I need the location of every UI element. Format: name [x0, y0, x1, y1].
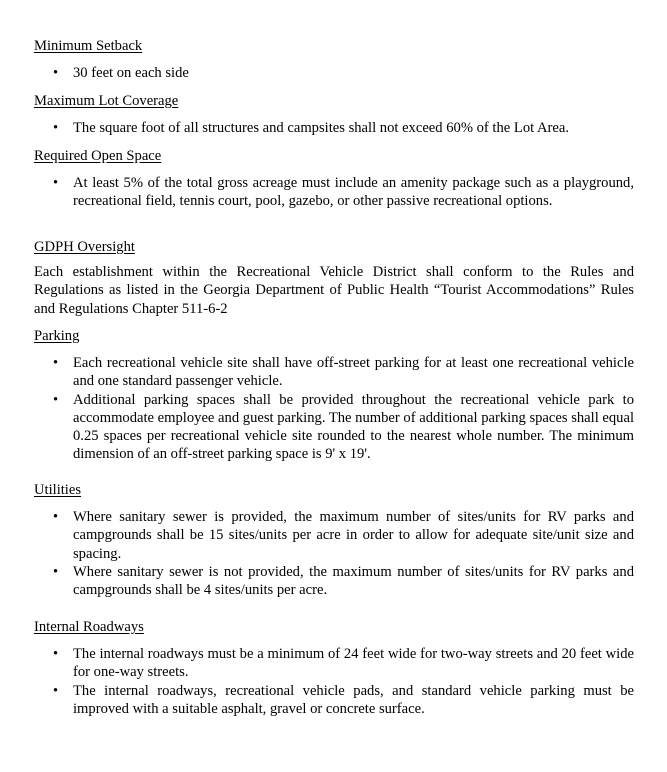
- list-item-text: 30 feet on each side: [73, 65, 189, 82]
- bullet-list: [34, 645, 634, 718]
- list-item: [34, 645, 634, 681]
- list-item: [34, 119, 634, 137]
- list-item-text: At least 5% of the total gross acreage must include an amenity package such as a playground, recreational field, tennis court, pool, gazebo, or other passive recreational options.: [73, 175, 634, 210]
- bullet-icon: •: [53, 509, 59, 526]
- bullet-list: [34, 174, 634, 210]
- list-item-text: Where sanitary sewer is provided, the maximum number of sites/units for RV parks and campgrounds shall be 15 sites/units per acre in order to allow for adequate site/unit size and spacing.: [73, 509, 634, 562]
- bullet-icon: •: [53, 682, 59, 699]
- section-heading: Required Open Space: [34, 148, 162, 164]
- section-heading: Maximum Lot Coverage: [34, 93, 179, 109]
- section-heading: Minimum Setback: [34, 38, 143, 54]
- section-heading: Parking: [34, 328, 80, 344]
- bullet-icon: •: [53, 391, 59, 408]
- bullet-icon: •: [53, 563, 59, 580]
- list-item: [34, 354, 634, 390]
- list-item: [34, 508, 634, 563]
- section-maximum-lot-coverage: [34, 92, 634, 137]
- bullet-icon: •: [53, 646, 59, 663]
- bullet-icon: •: [53, 355, 59, 372]
- section-paragraph: Each establishment within the Recreational Vehicle District shall conform to the Rules and Regulations as listed in the Georgia Department of Public Health “Tourist Accommodations” Rules and Regulations Chapter 511-6-2: [34, 264, 634, 317]
- bullet-list: [34, 119, 634, 137]
- bullet-icon: •: [53, 65, 59, 82]
- list-item-text: The internal roadways, recreational vehicle pads, and standard vehicle parking must be improved with a suitable asphalt, gravel or concrete surface.: [73, 682, 634, 717]
- list-item: [34, 391, 634, 464]
- list-item: [34, 174, 634, 210]
- section-gdph-oversight: [34, 238, 634, 318]
- section-heading: Utilities: [34, 482, 82, 498]
- bullet-icon: •: [53, 120, 59, 137]
- section-minimum-setback: [34, 37, 634, 82]
- section-required-open-space: [34, 147, 634, 211]
- section-parking: [34, 327, 634, 463]
- section-heading: GDPH Oversight: [34, 239, 135, 255]
- list-item-text: Where sanitary sewer is not provided, the maximum number of sites/units for RV parks and campgrounds shall be 4 sites/units per acre.: [73, 563, 634, 599]
- bullet-list: [34, 354, 634, 463]
- bullet-list: [34, 508, 634, 599]
- list-item: [34, 64, 634, 82]
- section-heading: Internal Roadways: [34, 619, 144, 635]
- list-item-text: The square foot of all structures and campsites shall not exceed 60% of the Lot Area.: [73, 120, 570, 137]
- bullet-list: [34, 64, 634, 82]
- list-item-text: The internal roadways must be a minimum of 24 feet wide for two-way streets and 20 feet wide for one-way streets.: [73, 646, 634, 681]
- list-item-text: Each recreational vehicle site shall have off-street parking for at least one recreational vehicle and one standard passenger vehicle.: [73, 355, 634, 390]
- section-internal-roadways: [34, 618, 634, 718]
- list-item-text: Additional parking spaces shall be provided throughout the recreational vehicle park to accommodate employee and guest parking. The number of additional parking spaces shall equal 0.25 spaces per recreational vehicle site rounded to the nearest whole number. The minimum dimension of an off-street parking space is 9' x 19'.: [73, 391, 635, 463]
- list-item: [34, 682, 634, 718]
- list-item: [34, 563, 634, 599]
- section-utilities: [34, 481, 634, 599]
- bullet-icon: •: [53, 175, 59, 192]
